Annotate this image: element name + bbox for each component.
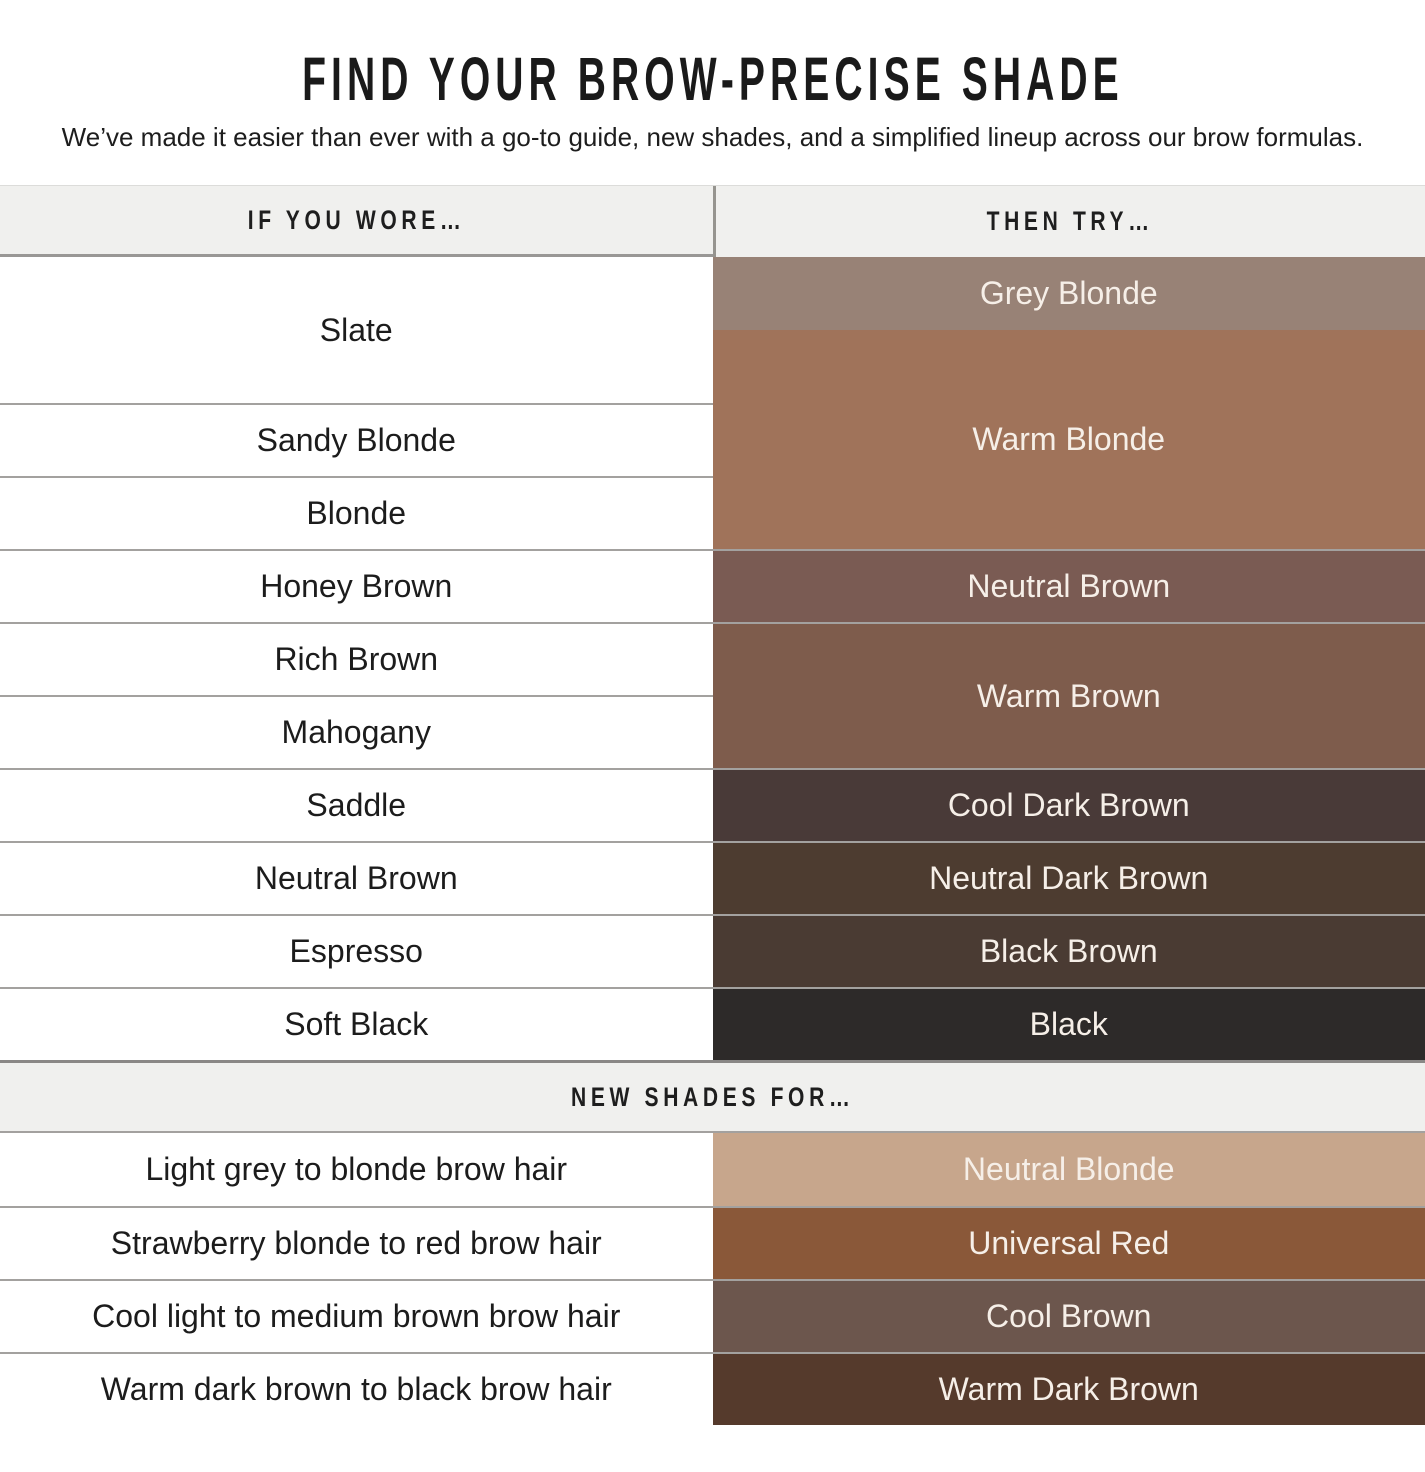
condition-cool-light-to-medium-brown: Cool light to medium brown brow hair bbox=[0, 1279, 713, 1352]
condition-light-grey-to-blonde: Light grey to blonde brow hair bbox=[0, 1133, 713, 1206]
old-shade-blonde: Blonde bbox=[0, 476, 713, 549]
old-shade-slate: Slate bbox=[0, 257, 713, 403]
new-shades-table bbox=[0, 1133, 1425, 1425]
new-shades-band bbox=[0, 1060, 1425, 1133]
intro-section bbox=[0, 47, 1425, 153]
old-shade-sandy-blonde: Sandy Blonde bbox=[0, 403, 713, 476]
old-shade-soft-black: Soft Black bbox=[0, 987, 713, 1060]
page-subtitle: We’ve made it easier than ever with a go-to guide, new shades, and a simplified lineup across our brow formulas. bbox=[0, 121, 1425, 153]
new-shades-heading: NEW SHADES FOR… bbox=[571, 1082, 855, 1113]
swatch-cool-brown: Cool Brown bbox=[713, 1279, 1425, 1352]
swatch-warm-brown: Warm Brown bbox=[713, 622, 1425, 768]
column-header-then-try bbox=[713, 186, 1425, 257]
swatch-black-brown: Black Brown bbox=[713, 914, 1425, 987]
condition-warm-dark-brown-to-black: Warm dark brown to black brow hair bbox=[0, 1352, 713, 1425]
column-header-if-you-wore bbox=[0, 186, 713, 257]
old-shade-saddle: Saddle bbox=[0, 768, 713, 841]
page-title-text: FIND YOUR BROW-PRECISE SHADE bbox=[302, 47, 1124, 111]
condition-strawberry-blonde-to-red: Strawberry blonde to red brow hair bbox=[0, 1206, 713, 1279]
column-header-right-text: THEN TRY… bbox=[987, 206, 1154, 237]
page-title bbox=[0, 47, 1425, 111]
swatch-grey-blonde: Grey Blonde bbox=[713, 257, 1425, 330]
swatch-cool-dark-brown: Cool Dark Brown bbox=[713, 768, 1425, 841]
old-shade-neutral-brown: Neutral Brown bbox=[0, 841, 713, 914]
swatch-neutral-brown: Neutral Brown bbox=[713, 549, 1425, 622]
swatch-neutral-dark-brown: Neutral Dark Brown bbox=[713, 841, 1425, 914]
swatch-black: Black bbox=[713, 987, 1425, 1060]
swatch-warm-blonde: Warm Blonde bbox=[713, 330, 1425, 549]
old-shade-rich-brown: Rich Brown bbox=[0, 622, 713, 695]
swatch-universal-red: Universal Red bbox=[713, 1206, 1425, 1279]
swatch-warm-dark-brown: Warm Dark Brown bbox=[713, 1352, 1425, 1425]
table-header-band bbox=[0, 185, 1425, 257]
swatch-neutral-blonde: Neutral Blonde bbox=[713, 1133, 1425, 1206]
old-shade-honey-brown: Honey Brown bbox=[0, 549, 713, 622]
shade-comparison-table bbox=[0, 257, 1425, 1060]
old-shade-mahogany: Mahogany bbox=[0, 695, 713, 768]
column-header-left-text: IF YOU WORE… bbox=[247, 205, 465, 236]
old-shade-espresso: Espresso bbox=[0, 914, 713, 987]
